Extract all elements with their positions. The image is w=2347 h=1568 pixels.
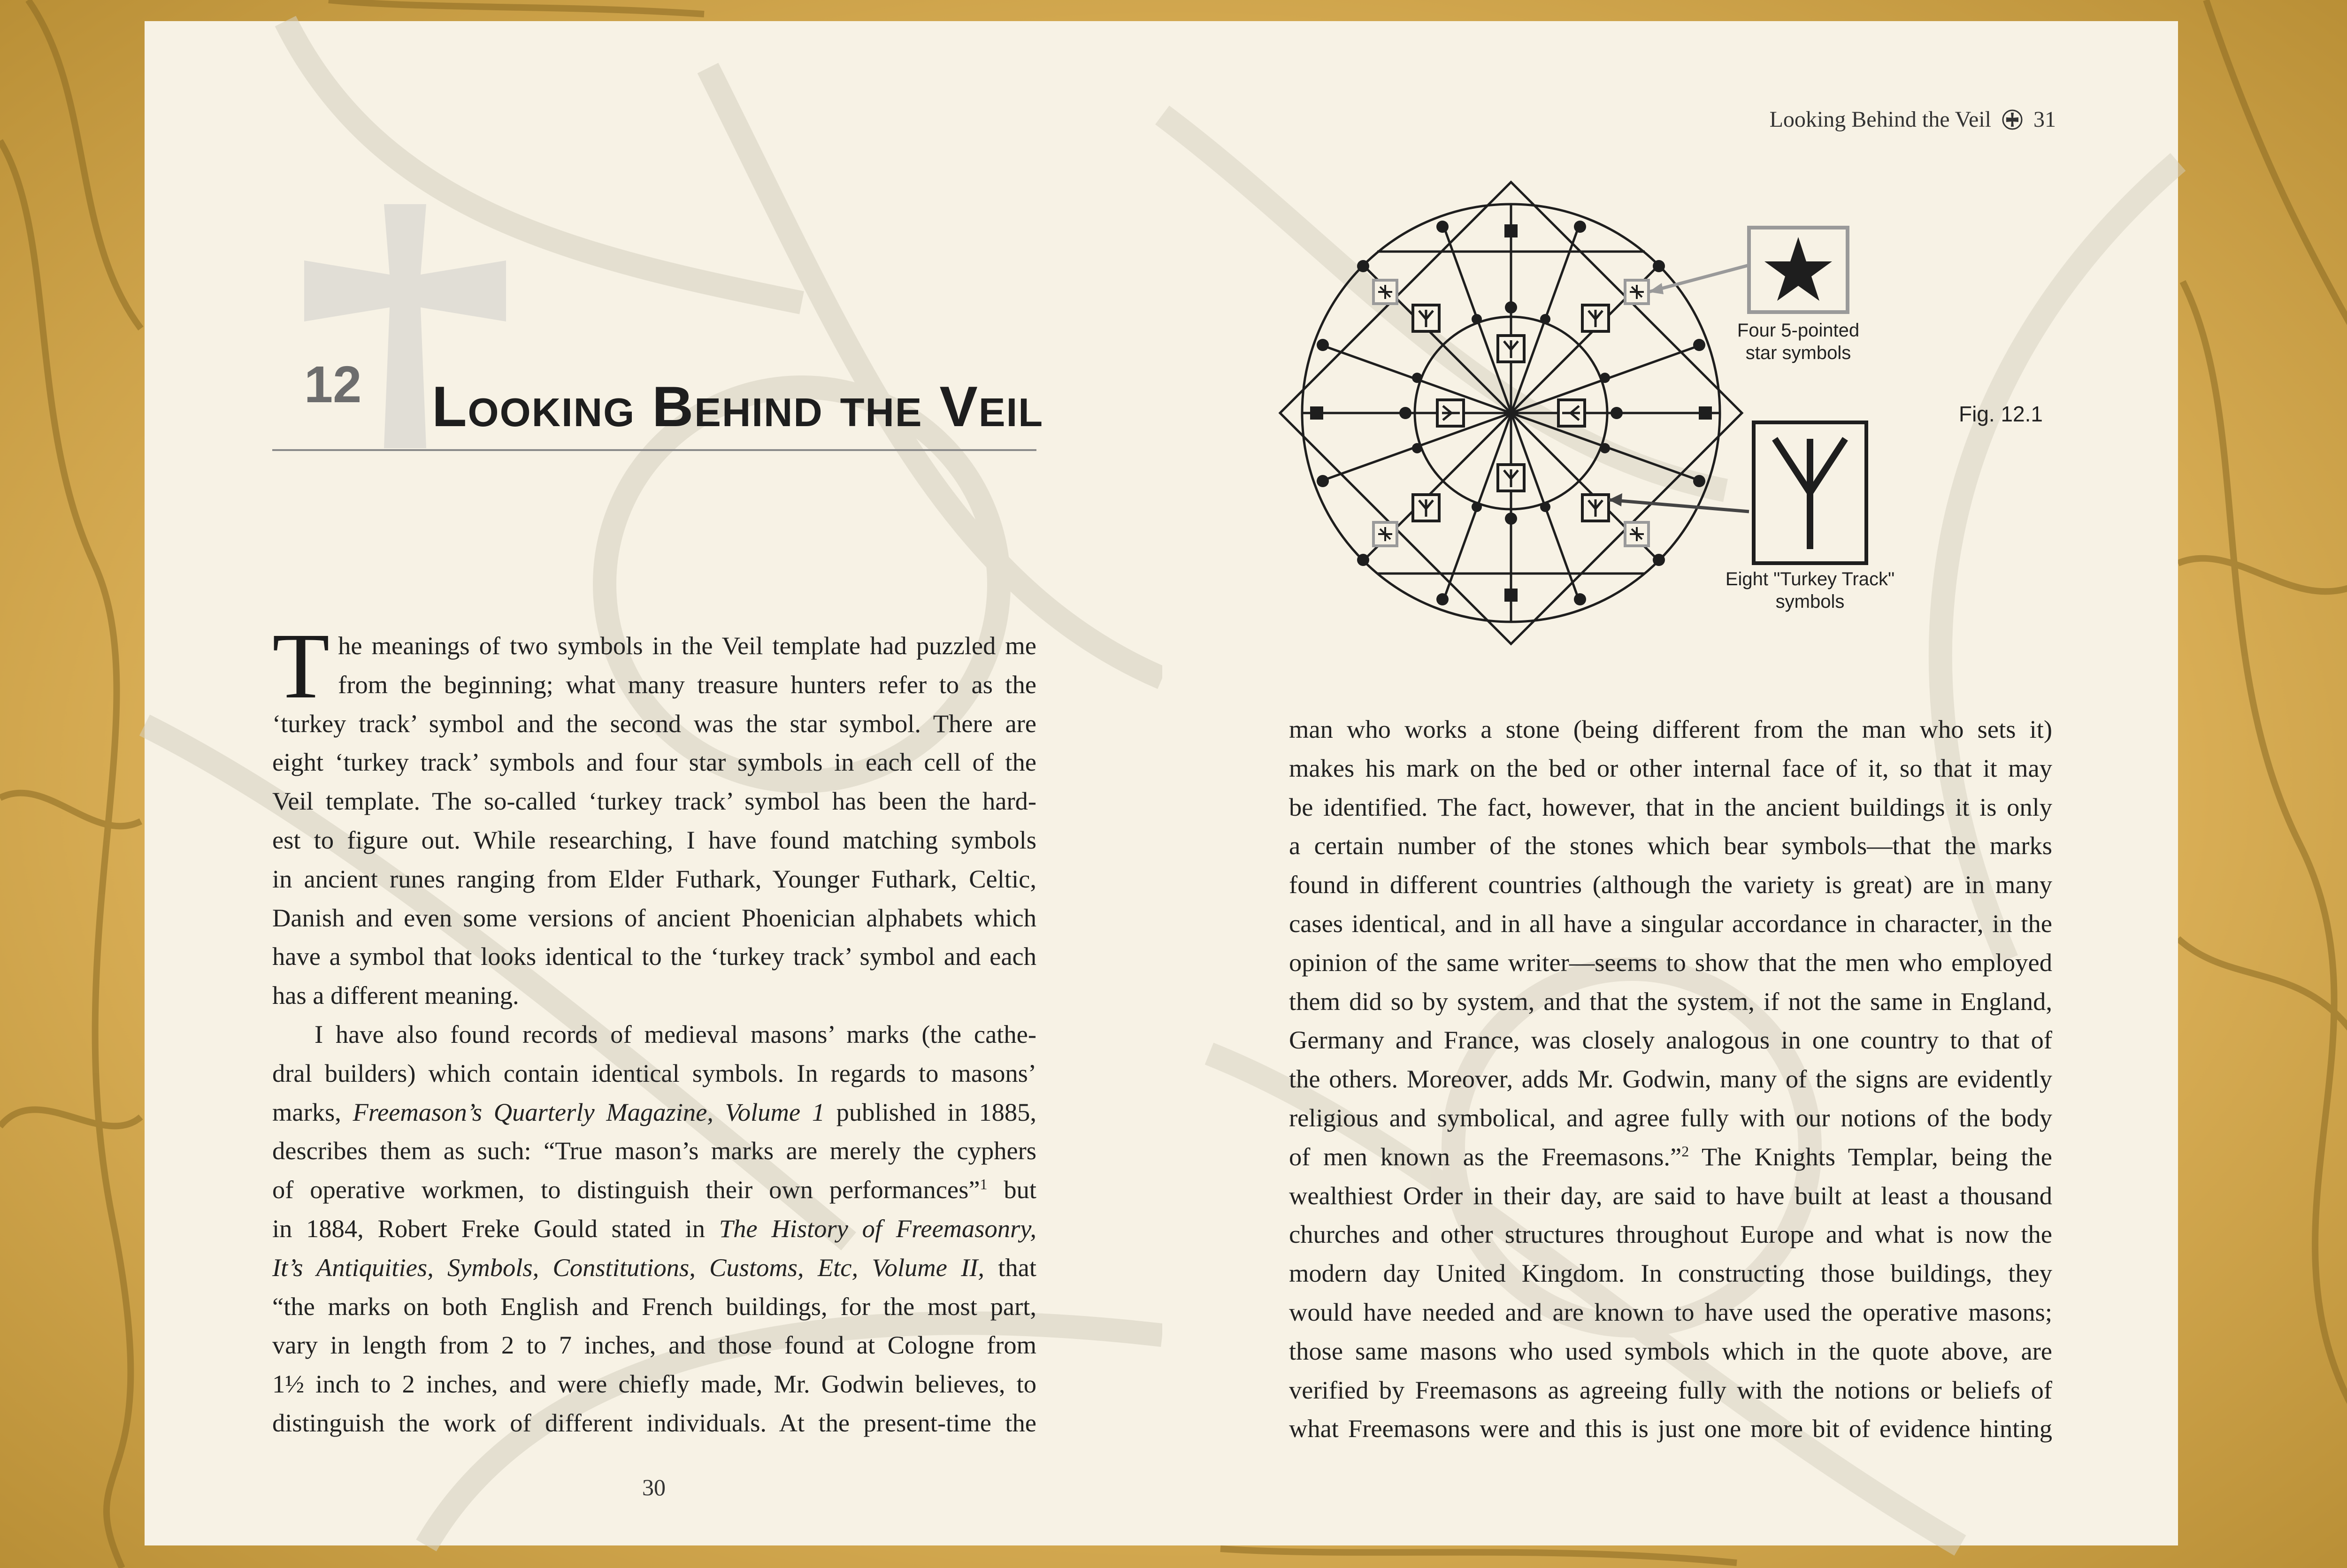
chapter-number: 12	[304, 356, 362, 413]
star-callout-line1: Four 5-pointed	[1737, 320, 1860, 341]
text-line	[272, 1248, 1036, 1287]
text-line: I have also found records of medieval masons’ marks (the cathe-	[314, 1019, 1036, 1048]
text-line: ‘turkey track’ symbol and the second was the star symbol. There are	[272, 709, 1036, 738]
text-run: in 1884, Robert Freke Gould stated in	[272, 1214, 719, 1243]
figure-label: Fig. 12.1	[1959, 402, 2043, 426]
text-run: that	[984, 1253, 1037, 1282]
text-line: modern day United Kingdom. In constructing those buildings, they	[1289, 1259, 2052, 1288]
text-run: but	[987, 1175, 1036, 1204]
text-line: he meanings of two symbols in the Veil template had puzzled me	[338, 631, 1036, 660]
text-line: in ancient runes ranging from Elder Futhark, Younger Futhark, Celtic,	[272, 864, 1036, 893]
templar-cross-circle-icon	[2002, 109, 2023, 130]
text-line: makes his mark on the bed or other internal face of it, so that it may	[1289, 753, 2052, 782]
citation-italic: Freemason’s Quarterly Magazine, Volume 1	[353, 1097, 825, 1126]
text-line: “the marks on both English and French buildings, for the most part,	[272, 1292, 1036, 1321]
footnote-marker: 1	[980, 1176, 988, 1193]
right-body-text	[1289, 710, 2052, 1448]
text-line: them did so by system, and that the system, if not the same in England,	[1289, 987, 2052, 1016]
text-line: cases identical, and in all have a singular accordance in character, in the	[1289, 909, 2052, 938]
footnote-marker: 2	[1681, 1142, 1689, 1160]
text-line: Veil template. The so-called ‘turkey track’ symbol has been the hard-	[272, 787, 1036, 816]
text-line: Danish and even some versions of ancient Phoenician alphabets which	[272, 903, 1036, 932]
text-line: from the beginning; what many treasure hunters refer to as the	[338, 670, 1036, 699]
text-line: be identified. The fact, however, that in the ancient buildings it is only	[1289, 792, 2052, 821]
text-line: churches and other structures throughout Europe and what is now the	[1289, 1220, 2052, 1249]
text-line	[1289, 1138, 2052, 1177]
chapter-title: Looking Behind the Veil	[432, 375, 1044, 438]
text-line: have a symbol that looks identical to the ‘turkey track’ symbol and each	[272, 942, 1036, 971]
text-line: a certain number of the stones which bear symbols—that the marks	[1289, 831, 2052, 860]
text-line: vary in length from 2 to 7 inches, and those found at Cologne from	[272, 1331, 1036, 1360]
text-line	[272, 1093, 1036, 1132]
title-rule	[272, 449, 1036, 451]
text-run: published in 1885,	[824, 1097, 1037, 1126]
text-line: describes them as such: “True mason’s marks are merely the cyphers	[272, 1136, 1036, 1165]
turkey-callout-line2: symbols	[1775, 591, 1845, 612]
star-callout-line2: star symbols	[1745, 343, 1851, 363]
text-run: The Knights Templar, being the	[1689, 1142, 2052, 1171]
text-line: eight ‘turkey track’ symbols and four star symbols in each cell of the	[272, 748, 1036, 777]
text-line	[272, 1170, 1036, 1209]
text-line: would have needed and are known to have used the operative masons;	[1289, 1297, 2052, 1326]
left-body-text	[272, 614, 1037, 1443]
text-line: religious and symbolical, and agree fully with our notions of the body	[1289, 1103, 2052, 1132]
text-run: of men known as the Freemasons.”	[1289, 1142, 1682, 1171]
text-line	[272, 1209, 1036, 1248]
turkey-callout-line1: Eight "Turkey Track"	[1725, 569, 1895, 589]
citation-italic: The History of Freemasonry,	[719, 1214, 1037, 1243]
running-head-title: Looking Behind the Veil	[1769, 107, 1991, 132]
text-line: has a different meaning.	[272, 981, 519, 1010]
text-line: found in different countries (although the variety is great) are in many	[1289, 870, 2052, 899]
right-page	[1162, 21, 2178, 1545]
text-run: marks,	[272, 1097, 353, 1126]
text-line: 1½ inch to 2 inches, and were chiefly made, Mr. Godwin believes, to	[272, 1369, 1036, 1399]
page-number: 30	[642, 1474, 666, 1500]
text-line: Germany and France, was closely analogous in one country to that of	[1289, 1025, 2052, 1055]
text-line: dral builders) which contain identical symbols. In regards to masons’	[272, 1058, 1036, 1087]
text-line: those same masons who used symbols which in the quote above, are	[1289, 1336, 2052, 1365]
text-line: opinion of the same writer—seems to show that the men who employed	[1289, 948, 2052, 977]
citation-italic: It’s Antiquities, Symbols, Constitutions, Customs, Etc, Volume II,	[272, 1253, 984, 1282]
text-line: what Freemasons were and this is just one more bit of evidence hinting	[1289, 1414, 2052, 1443]
text-line: distinguish the work of different individuals. At the present-time the	[272, 1408, 1036, 1437]
text-line: man who works a stone (being different from the man who sets it)	[1289, 715, 2052, 743]
text-line: the others. Moreover, adds Mr. Godwin, many of the signs are evidently	[1289, 1064, 2052, 1094]
drop-cap: T	[272, 614, 330, 718]
veil-template-diagram	[1280, 157, 1895, 655]
text-line: verified by Freemasons as agreeing fully with the notions or beliefs of	[1289, 1375, 2052, 1404]
text-line: est to figure out. While researching, I have found matching symbols	[272, 825, 1036, 854]
text-line: wealthiest Order in their day, are said to have built at least a thousand	[1289, 1181, 2052, 1210]
text-run: of operative workmen, to distinguish their own performances”	[272, 1175, 980, 1204]
page-number: 31	[2033, 107, 2056, 132]
running-head	[1770, 107, 2056, 132]
left-page	[145, 21, 1162, 1545]
